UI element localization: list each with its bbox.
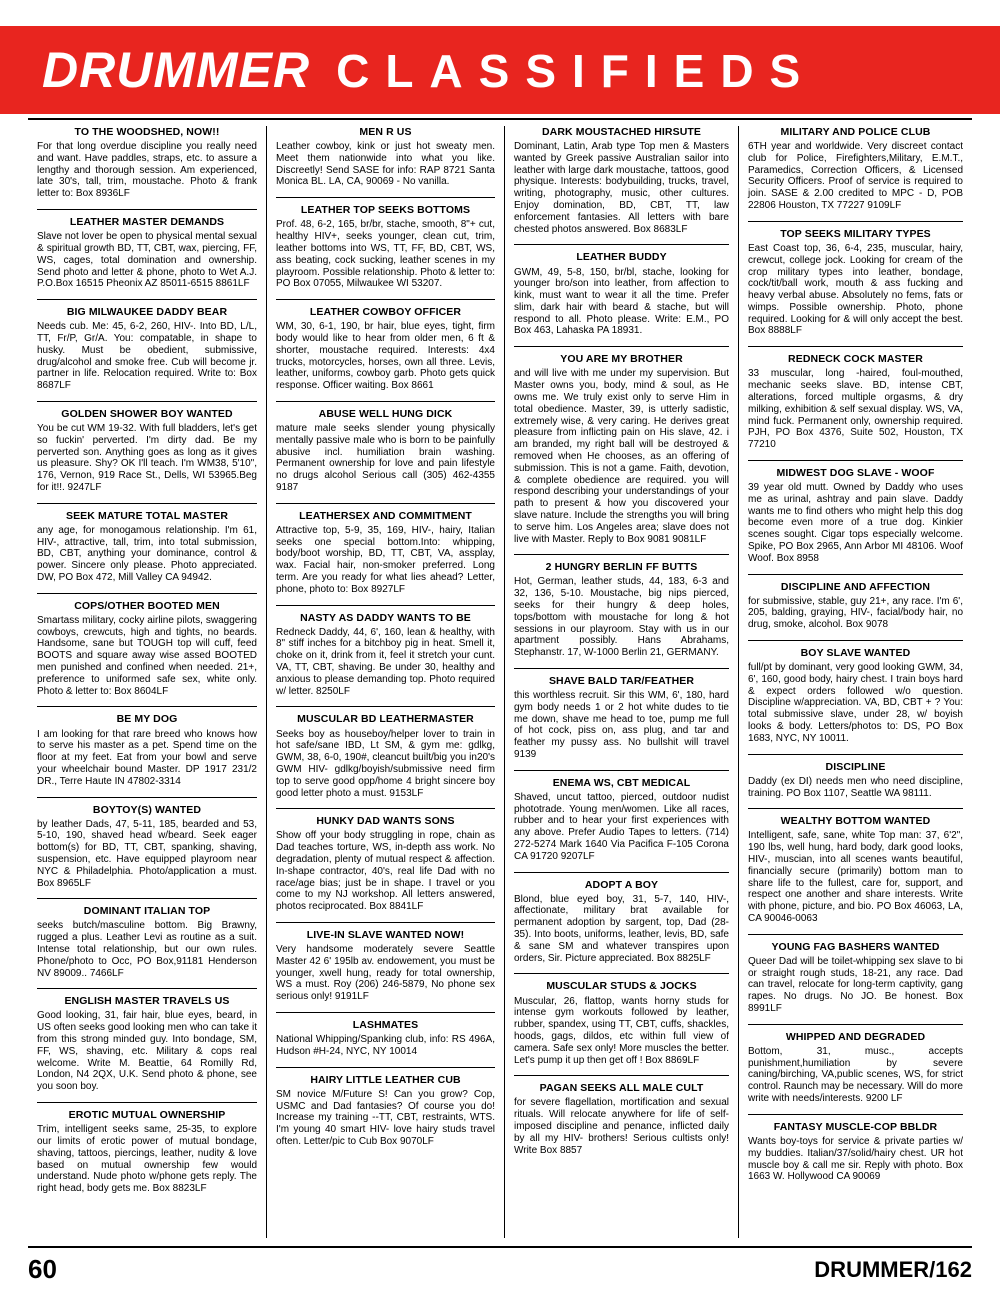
ad-listing xyxy=(748,126,963,212)
ad-title: ENGLISH MASTER TRAVELS US xyxy=(64,995,230,1008)
ad-body: Dominant, Latin, Arab type Top men & Masters wanted by Greek passive Australian sailor into leather with large dark moustache, tattoos, good physique. Interests: bodybuilding, trucks, travel, writing, photography, music, other cultures. Enjoy domination, BD, CBT, TT, law enforcement fantasies. All letters with bare chested photos answered. Box 8683LF xyxy=(514,141,729,235)
ad-listing xyxy=(37,600,257,698)
ad-body: GWM, 49, 5-8, 150, br/bl, stache, looking for younger bro/son into leather, from affection to kink, must want to wear it all the time. Prefer slim, dark hair with beard & stache, but will respond to all. Photo please. Write: E.M., PO Box 463, Lahaska PA 18931. xyxy=(514,266,729,337)
ad-title: ADOPT A BOY xyxy=(584,878,659,891)
page-footer xyxy=(28,1254,972,1285)
ad-divider xyxy=(748,808,963,809)
ad-divider xyxy=(37,593,257,594)
ad-divider xyxy=(276,503,495,504)
ad-listing xyxy=(514,879,729,965)
ad-divider xyxy=(514,1075,729,1076)
ad-body: East Coast top, 36, 6-4, 235, muscular, hairy, crewcut, college jock. Looking for cream of the crop military types into leather, bondage, cock/tit/ball work, mouth & ass fucking and heavy verbal abuse. Absolutely no fems, fats or wimps. Possible ownership. Photo, phone required. Looking for & will only accept the best. Box 8888LF xyxy=(748,242,963,337)
ad-body: Seeks boy as houseboy/helper lover to train in hot safe/sane IBD, Lt SM, & gym me: gdlkg, GWM, 38, 6-0, 190#, cleancut built/big you in20's GWM HIV- gdlkg/boyish/submissive need firm top to serve good opp/home 4 bright sincere boy good letter photo a must. 9153LF xyxy=(276,728,495,799)
ad-listing xyxy=(37,1109,257,1195)
ad-divider xyxy=(276,401,495,402)
masthead-title-drummer: DRUMMER xyxy=(42,42,311,98)
ad-divider xyxy=(748,221,963,222)
ad-listing xyxy=(514,561,729,659)
ad-divider xyxy=(276,1012,495,1013)
ad-listing xyxy=(514,251,729,337)
ad-divider xyxy=(276,706,495,707)
ad-listing xyxy=(748,467,963,565)
ad-title: SHAVE BALD TAR/FEATHER xyxy=(548,674,695,687)
ad-body: this worthless recruit. Sir this WM, 6', 180, hard gym body needs 1 or 2 hot white dudes to tie me down, shave me head to toe, pump me full of hot cock, piss on, ass plug, and tar and feather my pussy ass. No bullshit will travel 9139 xyxy=(514,690,729,760)
ad-body: I am looking for that rare breed who knows how to serve his master as a pet. Spend time on the floor at my feet. Eat from your bowl and serve your wheelchair bound Master. DP 1917 231/2 DR., Terre Haute IN 47802-3314 xyxy=(37,728,257,787)
ad-listing xyxy=(748,941,963,1015)
ad-divider xyxy=(37,1102,257,1103)
ad-listing xyxy=(37,905,257,979)
ad-body: Blond, blue eyed boy, 31, 5-7, 140, HIV-, affectionate, military brat available for permanent adoption by sargent, top, Dad (28-35). Into boots, uniforms, leather, levis, BD, safe & sane SM and whatever transpires upon orders, Sir. Picture appreciated. Box 8825LF xyxy=(514,893,729,964)
ad-divider xyxy=(276,605,495,606)
masthead-inner xyxy=(0,41,816,99)
ad-title: ENEMA WS, CBT MEDICAL xyxy=(552,776,691,789)
ad-body: by leather Dads, 47, 5-11, 185, bearded and 53, 5-10, 190, shaved head w/beard. Seek eager bottom(s) for BD, TT, CBT, spanking, shaving, suspension, etc. Have equipped playroom near NYC & Philadelphia. Photo/application a must. Box 8965LF xyxy=(37,818,257,889)
ad-title: LIVE-IN SLAVE WANTED NOW! xyxy=(306,928,465,941)
ad-listing xyxy=(276,815,495,913)
ad-listing xyxy=(514,1082,729,1156)
ad-divider xyxy=(748,346,963,347)
ad-title: MEN R US xyxy=(359,126,412,138)
ad-listing xyxy=(276,408,495,494)
ad-listing xyxy=(748,647,963,745)
ad-listing xyxy=(748,228,963,337)
ad-listing xyxy=(276,510,495,596)
ad-listing xyxy=(748,353,963,451)
ad-title: LEATHERSEX AND COMMITMENT xyxy=(299,509,472,522)
ad-title: DOMINANT ITALIAN TOP xyxy=(83,905,211,918)
column-3 xyxy=(504,126,738,1238)
ad-body: For that long overdue discipline you really need and want. Have paddles, straps, etc. to assure a lengthy and thorough session. Am experienced, late 30's, tall, trim, moustache. Photo & frank letter to: Box 8936LF xyxy=(37,141,257,200)
ad-title: COPS/OTHER BOOTED MEN xyxy=(74,599,220,612)
ad-divider xyxy=(748,754,963,755)
ad-title: WEALTHY BOTTOM WANTED xyxy=(780,815,931,828)
ad-body: 6TH year and worldwide. Very discreet contact club for Police, Firefighters,Military, E.M.T., Paramedics, Correction Officers, & Licensed Security Officers. Proof of service is required to join. SASE & 2.00 credited to MPC - D, POB 22806 Houston, TX 77227 9109LF xyxy=(748,141,963,212)
classifieds-columns xyxy=(28,126,972,1238)
ad-title: YOU ARE MY BROTHER xyxy=(560,353,683,366)
ad-body: and will live with me under my supervision. But Master owns you, body, mind & soul, as He owns me. We truly exist only to serve Him in total obedience. Master, 39, is utterly sadistic, extremely wise, & very caring. He derives great pleasure from inflicting pain on His slave, 42. i am branded, my right ball will be destroyed & removed when He chooses, as an offering of submission. This is not a game. Faith, devotion, & complete obedience are required. you will respond describing your understandings of your path to present & how you discovered your slave nature. Include the strengths you will bring to serve him. Los Angeles area; slave does not live with Master. Reply to Box 9081 9081LF xyxy=(514,368,729,545)
ad-listing xyxy=(514,353,729,545)
ad-body: Show off your body struggling in rope, chain as Dad teaches torture, WS, in-depth ass work. No degradation, plenty of mutual respect & affection. In-shape contractor, 40's, real life Dad with no race/age bias; just be in shape. I travel or you come to my NJ workshop. All letters answered, photos reciprocated. Box 8841LF xyxy=(276,830,495,913)
ad-body: Redneck Daddy, 44, 6', 160, lean & healthy, with 8" stiff inches for a bitchboy pig in heat. Smell it, choke on it, drink from it, feel it stretch your cunt. VA, TT, CBT, shaving. Be under 30, healthy and anxious to please demanding top. Photo required w/ letter. 8250LF xyxy=(276,626,495,697)
ad-divider xyxy=(37,706,257,707)
ad-listing xyxy=(748,815,963,924)
ad-title: HUNKY DAD WANTS SONS xyxy=(316,815,455,828)
ad-body: full/pt by dominant, very good looking GWM, 34, 6', 160, good body, hairy chest. I train boys hard & expect orders followed w/o question. Discipline w/appreciation. VA, BD, CBT + ? You: total submissive slave, under 28, w/ boyish looks & body. Letters/photos to: DS, PO Box 1683, NYC, NY 10011. xyxy=(748,662,963,744)
ad-divider xyxy=(748,1024,963,1025)
ad-body: Very handsome moderately severe Seattle Master 42 6' 195lb av. endowement, you must be younger, xwell hung, ready for total ownership, WS a must. Roy (206) 246-5879, No phone sex serious only! 9191LF xyxy=(276,944,495,1003)
ad-body: 39 year old mutt. Owned by Daddy who uses me as urinal, ashtray and pain slave. Daddy wants me to find others who might help this dog become even more of a true dog. Kinkier scenes sought. Cigar tops especially welcome. Spike, PO Box 2965, Ann Arbor MI 48106. Woof Woof. Box 8958 xyxy=(748,481,963,564)
ad-divider xyxy=(37,898,257,899)
ad-listing xyxy=(748,1121,963,1183)
ad-divider xyxy=(276,197,495,198)
ad-title: FANTASY MUSCLE-COP BBLDR xyxy=(773,1120,938,1133)
ad-title: MUSCULAR BD LEATHERMASTER xyxy=(297,713,474,726)
ad-listing xyxy=(37,126,257,200)
ad-title: LEATHER TOP SEEKS BOTTOMS xyxy=(300,204,471,217)
ad-title: BOYTOY(S) WANTED xyxy=(92,803,202,816)
ad-divider xyxy=(276,1067,495,1068)
ad-divider xyxy=(514,668,729,669)
ad-title: MILITARY AND POLICE CLUB xyxy=(780,126,931,138)
ad-body: seeks butch/masculine bottom. Big Brawny, rugged a plus. Leather Levi as routine as a suit. Intense total relationship, but our own rules. Phone/photo to Occ, PO Box,91181 Henderson NV 89009.. 7466LF xyxy=(37,920,257,979)
ad-body: for severe flagellation, mortification and sexual rituals. Will relocate anywhere for life of self-imposed discipline and penance, inflicted daily by all my HIV- brothers! Serious cultists only! Write Box 8857 xyxy=(514,1097,729,1156)
ad-body: You be cut WM 19-32. With full bladders, let's get so fuckin' perverted. I'm dirty dad. Be my perverted son. Anything goes as long as it gives us pleasure. Shy? OK I'll teach. I'm WM38, 5'10", 176, Vernon, 919 Race St., Dells, WI 53965.Beg for it!!. 9247LF xyxy=(37,423,257,493)
ad-listing xyxy=(276,612,495,698)
ad-divider xyxy=(514,973,729,974)
ad-title: TO THE WOODSHED, NOW!! xyxy=(74,126,220,138)
ad-body: Bottom, 31, musc., accepts punishment,humiliation by severe caning/birching, VA,public scenes, WS, for strict control. Raunch may be necessary. Will do more write with needs/interests. 9200 LF xyxy=(748,1045,963,1105)
ad-divider xyxy=(37,988,257,989)
ad-listing xyxy=(276,1019,495,1058)
ad-listing xyxy=(37,713,257,787)
ad-divider xyxy=(276,299,495,300)
ad-divider xyxy=(514,872,729,873)
ad-title: REDNECK COCK MASTER xyxy=(788,353,923,366)
ad-listing xyxy=(276,713,495,799)
ad-divider xyxy=(748,640,963,641)
ad-title: MIDWEST DOG SLAVE - WOOF xyxy=(776,466,935,479)
ad-body: SM novice M/Future S! Can you grow? Cop, USMC and Dad fantasies? Of course you do! Increase my training --TT, CBT, restraints, WTS. I'm young 40 smart HIV- love hairy studs travel often. Letter/pic to Cub Box 9070LF xyxy=(276,1088,495,1147)
ad-divider xyxy=(748,1114,963,1115)
ad-divider xyxy=(37,503,257,504)
ad-divider xyxy=(37,299,257,300)
ad-listing xyxy=(748,761,963,800)
masthead-title-classifieds: CLASSIFIEDS xyxy=(336,45,817,97)
ad-listing xyxy=(37,804,257,890)
ad-divider xyxy=(37,797,257,798)
column-4 xyxy=(738,126,972,1238)
ad-title: 2 HUNGRY BERLIN FF BUTTS xyxy=(545,561,698,574)
ad-body: Wants boy-toys for service & private parties w/ my buddies. Italian/37/solid/hairy chest. UR hot muscle boy & call me sir. Reply with photo. Box 1663 W. Hollywood CA 90069 xyxy=(748,1135,963,1183)
ad-body: Shaved, uncut tattoo, pierced, outdoor nudist phototrade. Young men/women. Like all races, rubber and to hear your first experiences with any above. Prefer Audio Tapes to letters. (714) 272-5274 Mark 1640 Via Pacifica F-105 Corona CA 91720 9207LF xyxy=(514,791,729,862)
ad-divider xyxy=(514,346,729,347)
ad-body: 33 muscular, long -haired, foul-mouthed, mechanic seeks slave. BD, intense CBT, alterations, forced multiple orgasms, & dry milking, exhibition & self sexual display. WS, VA, mind fuck. Permanent only, ownership required. PJH, PO Box 4376, Suite 502, Houston, TX 77210 xyxy=(748,368,963,451)
masthead-banner xyxy=(0,26,1000,114)
column-2 xyxy=(266,126,504,1238)
ad-body: Smartass military, cocky airline pilots, swaggering cowboys, crewcuts, high and tights, no beards. Handsome, sane but TOUGH top will cuff, feed BOOTS and square away wise assed BOOTED men punished and confined when needed. 21+, preference to uniformed safe sex, white only. Photo & letter to: Box 8604LF xyxy=(37,614,257,697)
ad-listing xyxy=(37,408,257,494)
ad-title: LASHMATES xyxy=(352,1019,419,1031)
ad-listing xyxy=(748,1031,963,1105)
ad-title: SEEK MATURE TOTAL MASTER xyxy=(65,509,229,522)
ad-listing xyxy=(276,1074,495,1148)
ad-body: Prof. 48, 6-2, 165, br/br, stache, smooth, 8"+ cut, healthy HIV+, seeks younger, clean cut, trim, leather bottoms into WS, TT, FF, BD, CBT, WS, ass beating, cock sucking, leather scenes in my playroom. Possible relationship. Photo & letter to: PO Box 07055, Milwaukee WI 53207. xyxy=(276,219,495,290)
ad-divider xyxy=(514,770,729,771)
ad-listing xyxy=(37,216,257,290)
ad-divider xyxy=(276,922,495,923)
ad-body: Good looking, 31, fair hair, blue eyes, beard, in US often seeks good looking men who can take it from this strong minded guy. Into bondage, SM, FF, WS, shaving, etc. Military & cops real welcome. Write M. Beattie, 64 Romilly Rd, London, N4 2QX, U.K. Send photo & phone, see you soon boy. xyxy=(37,1010,257,1093)
ad-listing xyxy=(514,980,729,1066)
ad-body: any age, for monogamous relationship. I'm 61, HIV-, attractive, tall, trim, into total submission, BD, CBT, anything your dominance, control & power. Sincere only please. Photo appreciated. DW, PO Box 472, Mill Valley CA 94942. xyxy=(37,524,257,584)
ad-title: TOP SEEKS MILITARY TYPES xyxy=(780,227,931,240)
ad-listing xyxy=(276,204,495,290)
ad-body: Intelligent, safe, sane, white Top man: 37, 6'2", 190 lbs, well hung, hard body, dark good looks, HIV-, muscian, into all scenes wants beautiful, financially secure (primarily) bottom man to share life to the fullest, care for, support, and respect one another and share interests. Write with phone, picture, and bio. PO Box 46063, LA, CA 90046-0063 xyxy=(748,830,963,924)
ad-body: Queer Dad will be toilet-whipping sex slave to bi or straight rough studs, 18-21, any race. Dad can travel, relocate for long-term captivity, gang rapes. No drugs. No JO. Be honest. Box 8991LF xyxy=(748,955,963,1014)
ad-body: Leather cowboy, kink or just hot sweaty men. Meet them nationwide into what you like. Discreetly! Send SASE for info: RAP 8721 Santa Monica BL. LA, CA, 90069 - No vanilla. xyxy=(276,141,495,188)
ad-body: for submissive, stable, guy 21+, any race. I'm 6', 205, balding, graying, HIV-, facial/body hair, no drug, smoke, alcohol. Box 9078 xyxy=(748,595,963,631)
ad-title: LEATHER MASTER DEMANDS xyxy=(69,216,225,229)
ad-title: LEATHER BUDDY xyxy=(576,251,667,264)
ad-divider xyxy=(37,209,257,210)
ad-divider xyxy=(514,554,729,555)
ad-title: BOY SLAVE WANTED xyxy=(800,647,911,660)
ad-body: Slave not lover be open to physical mental sexual & spiritual growth BD, TT, CBT, wax, piercing, FF, WS, cages, total domination and ownership. Send photo and letter & phone, photo to Wet A.J. P.O.Box 16515 Pheonix AZ 85011-6515 8861LF xyxy=(37,231,257,290)
ad-title: DISCIPLINE xyxy=(825,760,886,773)
ad-divider xyxy=(748,460,963,461)
ad-title: EROTIC MUTUAL OWNERSHIP xyxy=(68,1109,226,1122)
ad-body: Attractive top, 5-9, 35, 169, HIV-, hairy, Italian seeks one special bottom.Into: whipping, body/boot worship, BD, TT, CBT, VA, assplay, wax. Facial hair, non-smoker preferred. Long term. Are you ready for what lies ahead? Letter, phone, photo to: Box 8927LF xyxy=(276,524,495,595)
ad-listing xyxy=(276,929,495,1003)
ad-divider xyxy=(514,244,729,245)
ad-divider xyxy=(748,574,963,575)
ad-listing xyxy=(37,995,257,1093)
ad-title: ABUSE WELL HUNG DICK xyxy=(318,407,453,420)
ad-title: NASTY AS DADDY WANTS TO BE xyxy=(300,611,471,624)
ad-title: HAIRY LITTLE LEATHER CUB xyxy=(310,1073,461,1086)
footer-rule xyxy=(28,1246,972,1248)
ad-listing xyxy=(276,306,495,392)
ad-title: LEATHER COWBOY OFFICER xyxy=(309,306,462,319)
ad-body: Hot, German, leather studs, 44, 183, 6-3 and 32, 136, 5-10. Moustache, big nips pierced, seeks for their hungry & deep holes, tops/bottom with moustache for long & hot sessions in our playroom. Stay with us in our apartment possibly. Hans Abrahams, Stephanstr. 17, W-1000 Berlin 21, GERMANY. xyxy=(514,576,729,659)
ad-listing xyxy=(748,581,963,631)
ad-title: GOLDEN SHOWER BOY WANTED xyxy=(61,407,233,420)
ad-body: Needs cub. Me: 45, 6-2, 260, HIV-. Into BD, L/L, TT, Fr/P, Gr/A. You: compatable, in shape to husky. Must be obedient, submissive, drug/alcohol and smoke free. Cub will become jr. partner in life. Relocation required. Write to: Box 8687LF xyxy=(37,321,257,392)
ad-body: Daddy (ex DI) needs men who need discipline, training. PO Box 1107, Seattle WA 98111. xyxy=(748,775,963,799)
ad-title: MUSCULAR STUDS & JOCKS xyxy=(546,980,697,993)
ad-body: Muscular, 26, flattop, wants horny studs for intense gym workouts followed by leather, rubber, spandex, using TT, CBT, cuffs, shackles, hoods, gags, dildos, etc within full view of camera. Safe sex only! More muscles the better. Let's pump it up then get off ! Box 8869LF xyxy=(514,995,729,1066)
ad-listing xyxy=(514,777,729,863)
ad-body: National Whipping/Spanking club, info: RS 496A, Hudson #H-24, NYC, NY 10014 xyxy=(276,1034,495,1057)
ad-title: WHIPPED AND DEGRADED xyxy=(785,1030,926,1043)
ad-body: WM, 30, 6-1, 190, br hair, blue eyes, tight, firm body would like to hear from older men, 6 ft & shorter, moustache required. Interests: 4x4 trucks, motorcycles, horses, own all three. Levis, leather, uniforms, cowboy garb. Photo gets quick response. Officer waiting. Box 8661 xyxy=(276,321,495,392)
page-number: 60 xyxy=(28,1254,57,1284)
ad-listing xyxy=(276,126,495,188)
ad-title: BE MY DOG xyxy=(116,713,178,726)
ad-title: YOUNG FAG BASHERS WANTED xyxy=(771,940,940,953)
ad-listing xyxy=(514,675,729,761)
ad-divider xyxy=(276,808,495,809)
ad-listing xyxy=(514,126,729,235)
ad-body: Trim, intelligent seeks same, 25-35, to explore our limits of erotic power of mutual bondage, shaving, tattoos, piercings, leather, nudity & love based on mutual ownership few would understand. Nude photo w/phone gets reply. The right head, body gets me. Box 8823LF xyxy=(37,1124,257,1195)
ad-title: DARK MOUSTACHED HIRSUTE xyxy=(541,126,702,138)
ad-listing xyxy=(37,306,257,392)
ad-title: BIG MILWAUKEE DADDY BEAR xyxy=(66,306,228,319)
column-1 xyxy=(28,126,266,1238)
ad-title: DISCIPLINE AND AFFECTION xyxy=(780,580,931,593)
ad-divider xyxy=(748,934,963,935)
ad-listing xyxy=(37,510,257,584)
header-rule xyxy=(28,118,972,120)
ad-divider xyxy=(37,401,257,402)
ad-body: mature male seeks slender young physically mentally passive male who is born to be painfully abusive incl. humiliation brain washing. Permanent ownership for love and pain lifestyle no drugs alcohol Serious call (305) 462-4355 9187 xyxy=(276,423,495,493)
ad-title: PAGAN SEEKS ALL MALE CULT xyxy=(539,1082,704,1095)
publication-folio: DRUMMER/162 xyxy=(814,1256,972,1282)
